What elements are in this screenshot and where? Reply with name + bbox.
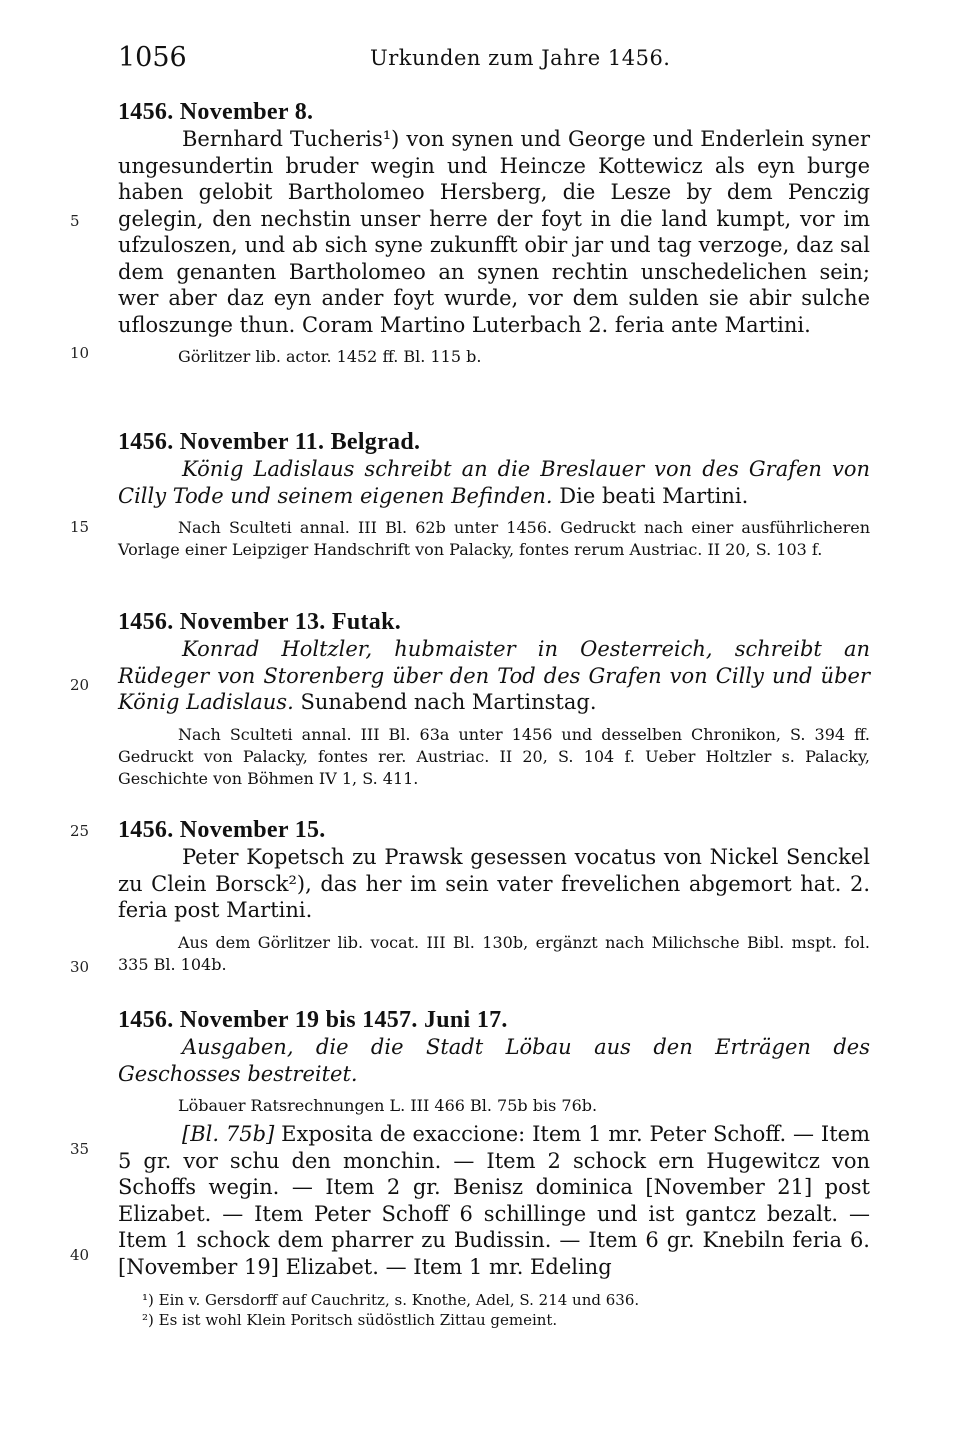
footnote-2: ²) Es ist wohl Klein Poritsch südöstlich Zittau gemeint. [142,1311,558,1329]
line-number: 20 [70,676,90,694]
line-number: 10 [70,344,90,362]
entry-date: 1456. November 8. [118,99,314,125]
footnote-1: ¹) Ein v. Gersdorff auf Cauchritz, s. Knothe, Adel, S. 214 und 636. [142,1291,640,1309]
source-note: Görlitzer lib. actor. 1452 ff. Bl. 115 b. [178,347,482,366]
line-number: 15 [70,518,90,536]
entry-1456-11-15 [118,816,870,976]
entry-text: Exposita de exaccione: Item 1 mr. Peter Schoff. — Item 5 gr. vor schu den monchin. — Item 2 schock ern Hugewitcz von Schoffs wegin. — Item 2 gr. Benisz dominica [November 21] post Elizabet. — Item Peter Schoff 6 schillinge und ist gantcz bezalt. — Item 1 schock dem pharrer zu Budissin. — Item 6 gr. Knebiln feria 6. [November 19] Elizabet. — Item 1 mr. Edeling [118,1122,870,1279]
entry-summary-block [118,456,870,509]
source-note: Nach Sculteti annal. III Bl. 62b unter 1456. Gedruckt nach einer ausführlicheren Vorlage einer Leipziger Handschrift von Palacky, fontes rerum Austriac. II 20, S. 103 f. [118,518,870,559]
page-header [118,42,870,82]
line-number: 25 [70,822,90,840]
entry-date: 1456. November 19 bis 1457. Juni 17. [118,1007,508,1033]
source-note: Aus dem Görlitzer lib. vocat. III Bl. 130b, ergänzt nach Milichsche Bibl. mspt. fol. 335 Bl. 104b. [118,932,870,974]
entry-1456-11-13 [118,608,870,790]
line-number: 30 [70,958,90,976]
source-note: Nach Sculteti annal. III Bl. 63a unter 1456 und desselben Chronikon, S. 394 ff. Gedruckt von Palacky, fontes rer. Austriac. II 20, S. 104 f. Ueber Holtzler s. Palacky, Geschichte von Böhmen IV 1, S. 411. [118,724,870,788]
entry-date: 1456. November 15. [118,817,326,843]
running-head: Urkunden zum Jahre 1456. [370,46,671,70]
entry-text: Peter Kopetsch zu Prawsk gesessen vocatus von Nickel Senckel zu Clein Borsck²), das her im sein vater frevelichen abgemort hat. 2. feria post Martini. [118,845,870,922]
entry-1456-11-11 [118,428,870,561]
entry-summary: Konrad Holtzler, hubmaister in Oesterreich, schreibt an Rüdeger von Storenberg über den Tod des Grafen von Cilly und über König Ladislaus. [118,637,870,714]
entry-summary: König Ladislaus schreibt an die Breslauer von des Grafen von Cilly Tode und seinem eigenen Befinden. [118,457,870,508]
entry-date: 1456. November 11. Belgrad. [118,429,421,455]
entry-date: 1456. November 13. Futak. [118,609,402,635]
line-number: 40 [70,1246,90,1264]
source-note: Löbauer Ratsrechnungen L. III 466 Bl. 75b bis 76b. [178,1096,598,1115]
entry-dating: Die beati Martini. [559,483,749,508]
entry-dating: Sunabend nach Martinstag. [300,690,597,714]
line-number: 35 [70,1140,90,1158]
folio-reference: [Bl. 75b] [182,1122,275,1146]
line-number: 5 [70,212,80,230]
entry-summary-block [118,636,870,716]
entry-summary: Ausgaben, die die Stadt Löbau aus den Erträgen des Geschosses bestreitet. [118,1035,870,1086]
entry-text-block [118,1121,870,1280]
page-number: 1056 [118,42,187,73]
entry-text: Bernhard Tucheris¹) von synen und George und Enderlein syner ungesundertin bruder wegin und Heincze Kottewicz als eyn burge haben gelobit Bartholomeo Hersberg, die Lesze by dem Penczig gelegin, den nechstin unser herre der foyt in die land kumpt, vor im ufzuloszen, und ab sich syne zukunfft obir jar und tag verzoge, daz sal dem genanten Bartholomeo an synen rechtin unschedelichen sein; wer aber daz eyn ander foyt wurde, vor dem sulden sie abir sulche ufloszunge thun. Coram Martino Luterbach 2. feria ante Martini. [118,127,870,337]
footnotes [118,1290,870,1330]
entry-1456-11-19 [118,1006,870,1280]
entry-1456-11-08 [118,98,870,368]
